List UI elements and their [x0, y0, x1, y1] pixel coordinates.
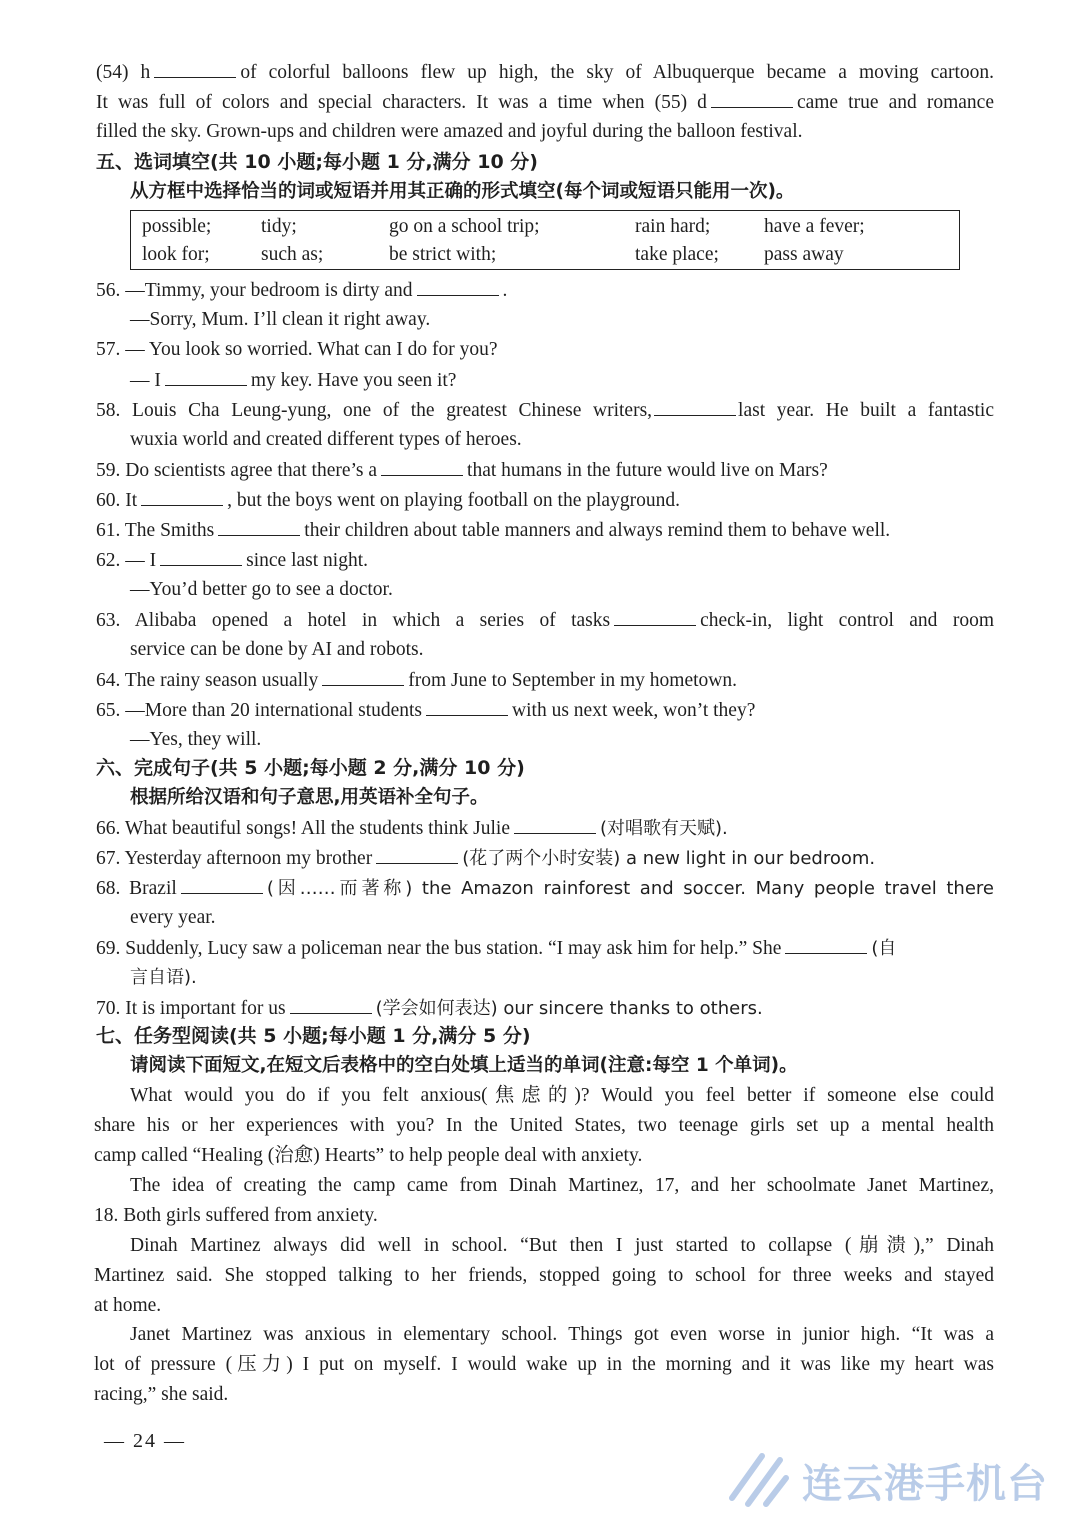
word-option: possible;	[142, 216, 212, 237]
question-59: 59. Do scientists agree that there’s a that humans in the future would live on Mars?	[96, 460, 828, 481]
question-56: 56. —Timmy, your bedroom is dirty and .	[96, 280, 508, 301]
reading-line: Martinez said. She stopped talking to her friends, stopped going to school for three weeks and stayed	[94, 1265, 994, 1286]
passage-line	[96, 60, 994, 85]
question-69-cont: 言自语).	[130, 967, 197, 988]
question-61: 61. The Smiths their children about table manners and always remind them to behave well.	[96, 520, 891, 541]
question-67: 67. Yesterday afternoon my brother (花了两个小时安装) a new light in our bedroom.	[96, 848, 876, 869]
reading-line: Janet Martinez was anxious in elementary school. Things got even worse in junior high. “It was a	[130, 1324, 994, 1345]
answer-blank-65[interactable]	[426, 698, 508, 716]
answer-blank-63[interactable]	[614, 608, 696, 626]
reading-line: lot of pressure (压力) I put on myself. I would wake up in the morning and it was like my heart was	[94, 1354, 994, 1375]
question-60: 60. It , but the boys went on playing football on the playground.	[96, 490, 680, 511]
question-58: 58. Louis Cha Leung-yung, one of the greatest Chinese writers, last year. He built a fantastic	[96, 400, 994, 421]
answer-blank-56[interactable]	[417, 278, 499, 296]
watermark	[722, 1446, 1062, 1512]
passage-line: filled the sky. Grown-ups and children were amazed and joyful during the balloon festival.	[96, 121, 803, 142]
passage-text: It was full of colors and special characters. It was a time when (55) d	[96, 92, 707, 113]
word-option: pass away	[764, 244, 844, 265]
answer-blank-70[interactable]	[290, 996, 372, 1014]
answer-blank-62[interactable]	[160, 548, 242, 566]
section-instruction: 请阅读下面短文,在短文后表格中的空白处填上适当的单词(注意:每空 1 个单词)。	[130, 1055, 798, 1076]
section-title: 五、选词填空(共 10 小题;每小题 1 分,满分 10 分)	[96, 151, 538, 173]
reading-line: What would you do if you felt anxious(焦虑的)? Would you feel better if someone else could	[130, 1085, 994, 1106]
word-option: rain hard;	[635, 216, 711, 237]
word-option: tidy;	[261, 216, 297, 237]
question-57: 57. — You look so worried. What can I do for you?	[96, 339, 498, 360]
word-box	[130, 210, 960, 270]
question-56-reply: —Sorry, Mum. I’ll clean it right away.	[130, 309, 431, 330]
page-number: — 24 —	[104, 1430, 186, 1452]
passage-text: of colorful balloons flew up high, the sky of Albuquerque became a moving cartoon.	[240, 62, 994, 83]
question-68: 68. Brazil (因……而著称) the Amazon rainforest and soccer. Many people travel there	[96, 878, 994, 899]
question-69: 69. Suddenly, Lucy saw a policeman near the bus station. “I may ask him for help.” She (自	[96, 938, 897, 959]
answer-blank-58[interactable]	[654, 398, 736, 416]
answer-blank-55[interactable]	[711, 90, 793, 108]
question-64: 64. The rainy season usually from June to September in my hometown.	[96, 670, 737, 691]
question-68-cont: every year.	[130, 907, 216, 928]
section-title: 六、完成句子(共 5 小题;每小题 2 分,满分 10 分)	[96, 757, 525, 779]
question-63-cont: service can be done by AI and robots.	[130, 639, 424, 660]
answer-blank-69[interactable]	[785, 936, 867, 954]
passage-text: (54) h	[96, 62, 151, 83]
answer-blank-54[interactable]	[154, 60, 236, 78]
watermark-text: 连云港手机台	[802, 1461, 1048, 1507]
question-63: 63. Alibaba opened a hotel in which a series of tasks check-in, light control and room	[96, 610, 994, 631]
answer-blank-64[interactable]	[322, 668, 404, 686]
reading-line: camp called “Healing (治愈) Hearts” to help people deal with anxiety.	[94, 1145, 643, 1166]
word-option: go on a school trip;	[389, 216, 540, 237]
answer-blank-67[interactable]	[376, 846, 458, 864]
word-option: take place;	[635, 244, 719, 265]
section-instruction: 根据所给汉语和句子意思,用英语补全句子。	[130, 787, 489, 808]
question-58-cont: wuxia world and created different types of heroes.	[130, 429, 522, 450]
question-62: 62. — I since last night.	[96, 550, 368, 571]
reading-line: 18. Both girls suffered from anxiety.	[94, 1205, 378, 1226]
section-title: 七、任务型阅读(共 5 小题;每小题 1 分,满分 5 分)	[96, 1025, 531, 1047]
slash-logo-icon	[722, 1446, 794, 1512]
question-66: 66. What beautiful songs! All the students think Julie (对唱歌有天赋).	[96, 818, 728, 839]
word-option: have a fever;	[764, 216, 865, 237]
answer-blank-60[interactable]	[141, 488, 223, 506]
section-instruction: 从方框中选择恰当的词或短语并用其正确的形式填空(每个词或短语只能用一次)。	[130, 181, 795, 202]
passage-line	[96, 90, 994, 115]
question-62-reply: —You’d better go to see a doctor.	[130, 579, 393, 600]
answer-blank-66[interactable]	[514, 816, 596, 834]
word-option: be strict with;	[389, 244, 497, 265]
answer-blank-57[interactable]	[165, 368, 247, 386]
answer-blank-61[interactable]	[218, 518, 300, 536]
answer-blank-68[interactable]	[181, 876, 263, 894]
answer-blank-59[interactable]	[381, 458, 463, 476]
word-option: such as;	[261, 244, 324, 265]
question-70: 70. It is important for us (学会如何表达) our sincere thanks to others.	[96, 998, 763, 1019]
question-57-reply: — I my key. Have you seen it?	[130, 370, 457, 391]
reading-line: Dinah Martinez always did well in school. “But then I just started to collapse (崩溃),” Dinah	[130, 1235, 994, 1256]
question-65-reply: —Yes, they will.	[130, 729, 262, 750]
question-65: 65. —More than 20 international students with us next week, won’t they?	[96, 700, 756, 721]
word-option: look for;	[142, 244, 210, 265]
reading-line: racing,” she said.	[94, 1384, 229, 1405]
reading-line: The idea of creating the camp came from Dinah Martinez, 17, and her schoolmate Janet Martinez,	[130, 1175, 994, 1196]
reading-line: at home.	[94, 1295, 162, 1316]
reading-line: share his or her experiences with you? In the United States, two teenage girls set up a mental health	[94, 1115, 994, 1136]
passage-text: came true and romance	[796, 92, 994, 113]
